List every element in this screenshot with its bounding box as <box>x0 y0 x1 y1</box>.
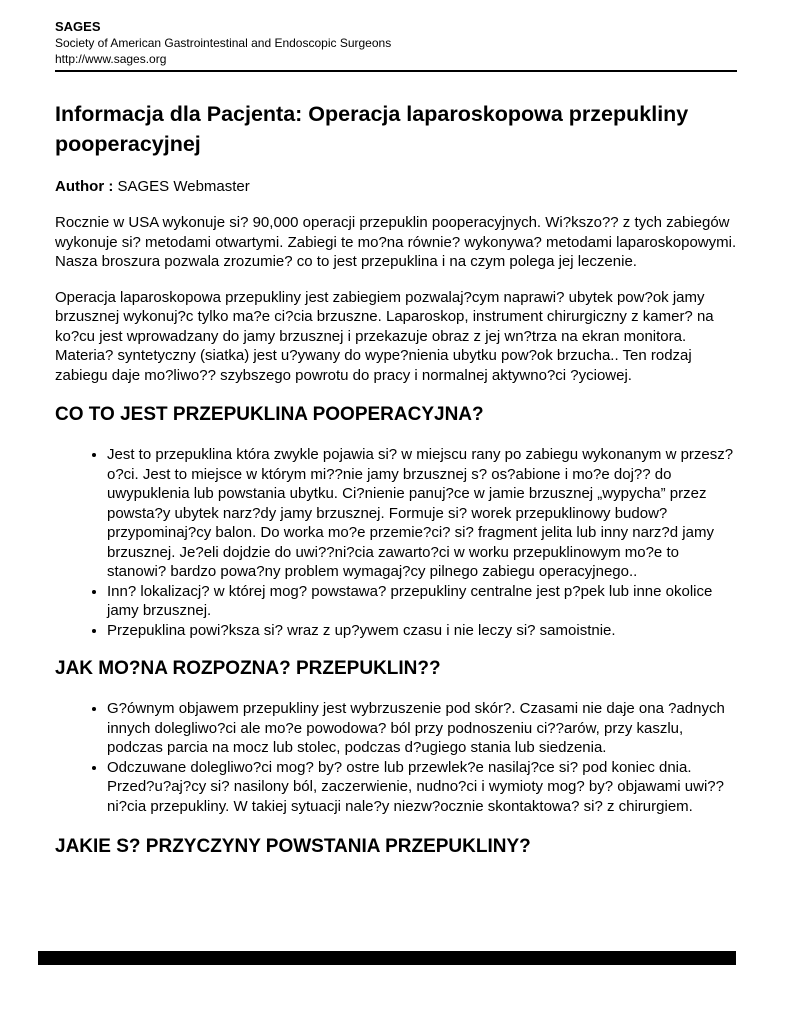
list-item: • Odczuwane dolegliwo?ci mog? by? ostre lub przewlek?e nasilaj?ce si? pod koniec dnia. Przed?u?aj?cy si? nasilony ból, zaczerwienie, nudno?ci i wymioty mog? by? objawami uwi??ni?cia przepukliny. W takiej sytuacji nale?y niezw?ocznie skontaktowa? si? z chirurgiem. <box>107 758 737 817</box>
org-full-name: Society of American Gastrointestinal and Endoscopic Surgeons <box>55 36 392 50</box>
header-divider <box>55 70 737 72</box>
section-heading-diagnosis: JAK MO?NA ROZPOZNA? PRZEPUKLIN?? <box>55 658 441 679</box>
definition-list <box>55 445 737 640</box>
procedure-paragraph: Operacja laparoskopowa przepukliny jest zabiegiem pozwalaj?cym naprawi? ubytek pow?ok jamy brzusznej wykonuj?c tylko ma?e ci?cia brzuszne. Laparoskop, instrument chirurgiczny z kamer? na ko?cu jest wprowadzany do jamy brzusznej i przekazuje obraz z jej wn?trza na ekran monitora. Materia? syntetyczny (siatka) jest u?ywany do wype?nienia ubytku pow?ok brzucha.. Ten rodzaj zabiegu daje mo?liwo?? szybszego powrotu do pracy i normalnej aktywno?ci ?yciowej. <box>55 288 714 384</box>
document-header <box>55 18 737 67</box>
list-item: • Jest to przepuklina która zwykle pojawia si? w miejscu rany po zabiegu wykonanym w przesz?o?ci. Jest to miejsce w którym mi??nie jamy brzusznej s? os?abione i mo?e doj?? do uwypuklenia lub powstania ubytku. Ci?nienie panuj?ce w jamie brzusznej „wypycha” przez powsta?y ubytek narz?dy jamy brzusznej. Formuje si? worek przepuklinowy budow? przypominaj?cy balon. Do worka mo?e przemie?ci? si? fragment jelita lub inny narz?d jamy brzusznej. Je?eli dojdzie do uwi??ni?cia zawarto?ci w worku przepuklinowym mo?e to stanowi? bardzo powa?ny problem wymagaj?cy pilnego zabiegu operacyjnego.. <box>107 445 737 582</box>
page-footer-bar <box>38 951 736 965</box>
section-heading-causes: JAKIE S? PRZYCZYNY POWSTANIA PRZEPUKLINY? <box>55 836 531 857</box>
diagnosis-list <box>55 699 737 816</box>
author-line <box>55 177 737 197</box>
list-item: • G?ównym objawem przepukliny jest wybrzuszenie pod skór?. Czasami nie daje ona ?adnych innych dolegliwo?ci ale mo?e powodowa? ból przy podnoszeniu ci??arów, przy kaszlu, podczas parcia na mocz lub stolec, podczas d?ugiego stania lub siedzenia. <box>107 699 737 758</box>
author-name: SAGES Webmaster <box>117 178 250 195</box>
author-label: Author : <box>55 178 114 195</box>
org-url[interactable]: http://www.sages.org <box>55 52 167 66</box>
list-item: • Przepuklina powi?ksza si? wraz z up?ywem czasu i nie leczy si? samoistnie. <box>107 621 737 641</box>
intro-paragraph: Rocznie w USA wykonuje si? 90,000 operacji przepuklin pooperacyjnych. Wi?kszo?? z tych zabiegów wykonuje si? metodami otwartymi. Zabiegi te mo?na równie? wykonywa? metodami laparoskopowymi. Nasza broszura pozwala zrozumie? co to jest przepuklina i na czym polega jej leczenie. <box>55 214 737 270</box>
article-body <box>55 99 737 859</box>
section-heading-definition: CO TO JEST PRZEPUKLINA POOPERACYJNA? <box>55 404 484 425</box>
article-title: Informacja dla Pacjenta: Operacja laparoskopowa przepukliny pooperacyjnej <box>55 102 689 156</box>
list-item: • Inn? lokalizacj? w której mog? powstawa? przepukliny centralne jest p?pek lub inne okolice jamy brzusznej. <box>107 582 737 621</box>
org-short-name: SAGES <box>55 19 101 34</box>
